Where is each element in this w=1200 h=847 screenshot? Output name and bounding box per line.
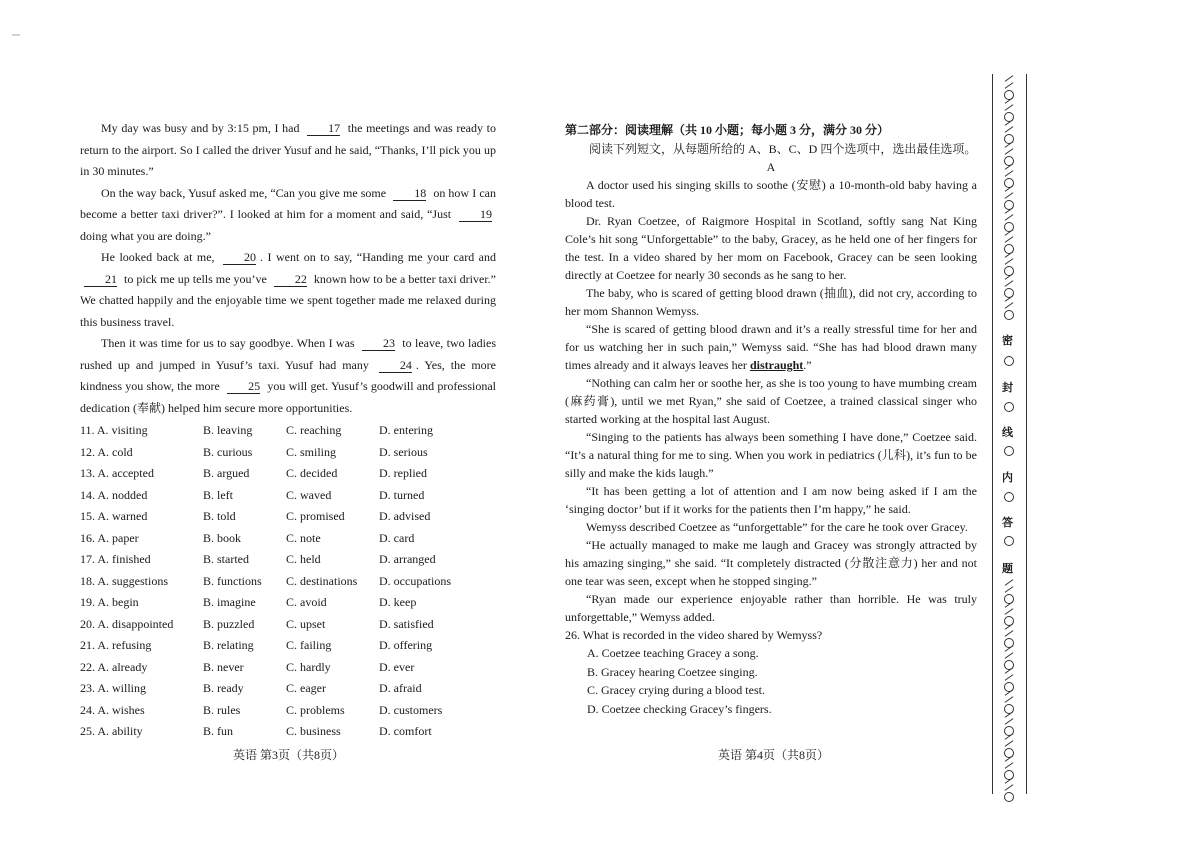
binding-circle [1004,310,1014,320]
binding-slash [1005,148,1014,155]
option-row-15: 15. A. warned B. told C. promised D. advised [80,509,431,523]
blank-19: 19 [459,208,492,222]
binding-slash [1005,236,1014,243]
binding-margin [990,74,1028,794]
question-option-a: A. Coetzee teaching Gracey a song. [587,646,759,660]
passage-label: A [766,160,776,174]
question-option-d: D. Coetzee checking Gracey’s fingers. [587,701,772,716]
passage-paragraph: “He actually managed to make me laugh and Gracey was strongly attracted by his amazing singing,” she said. “It completely distracted (分散注意力) her and not one tear was seen, except when he stopped singing.” [565,538,977,588]
passage-paragraph: Wemyss described Coetzee as “unforgettable” for the care he took over Gracey. [586,520,968,534]
binding-slash [1005,82,1014,89]
option-row-11: 11. A. visiting B. leaving C. reaching D. entering [80,423,433,437]
left-column [80,118,496,743]
binding-slash [1005,696,1014,703]
binding-seal-char: 题 [1002,563,1013,575]
binding-slash [1005,608,1014,615]
binding-slash [1005,630,1014,637]
passage-paragraph: “She is scared of getting blood drawn and it’s a really stressful time for her and for us watching her in such pain,” Wemyss said. “She has had blood drawn many times already and it always leaves her distraught.” [565,322,977,372]
instructions: 阅读下列短文，从每题所给的 A、B、C、D 四个选项中，选出最佳选项。 [589,142,977,156]
page-footer-left: 英语 第3页（共8页） [233,748,345,762]
binding-slash [1005,740,1014,747]
option-row-16: 16. A. paper B. book C. note D. card [80,530,415,545]
binding-slash [1005,258,1014,265]
binding-slash [1005,652,1014,659]
passage-paragraph: “It has been getting a lot of attention and I am now being asked if I am the ‘singing doctor’ but if it works for the patients then I’m happy,” he said. [565,484,977,516]
binding-slash [1005,579,1014,586]
binding-seal-char: 答 [1002,517,1013,529]
blank-23: 23 [362,337,395,351]
option-row-17: 17. A. finished B. started C. held D. arranged [80,552,436,566]
binding-circle [1004,402,1014,412]
blank-18: 18 [393,187,426,201]
question-option-c: C. Gracey crying during a blood test. [587,683,765,697]
option-row-21: 21. A. refusing B. relating C. failing D. offering [80,638,433,652]
blank-21: 21 [84,273,117,287]
binding-circle [1004,356,1014,366]
cloze-paragraph-4: Then it was time for us to say goodbye. When I was 23 to leave, two ladies rushed up and jumped in Yusuf’s taxi. Yusuf had many 24 . Yes, the more kindness you show, the more 25 you will get. Yusuf’s goodwill and professional dedication (奉献) helped him secure more opportunities. [80,336,497,415]
cloze-paragraph-1: My day was busy and by 3:15 pm, I had 17 the meetings and was ready to return to the airport. So I called the driver Yusuf and he said, “Thanks, I’ll pick you up in 30 minutes.” [80,121,496,178]
binding-slash [1005,718,1014,725]
binding-rule-left [992,74,993,794]
option-row-24: 24. A. wishes B. rules C. problems D. customers [80,702,443,717]
binding-seal-char: 密 [1002,335,1013,347]
binding-circle [1004,536,1014,546]
passage-paragraph: The baby, who is scared of getting blood drawn (抽血), did not cry, according to her mom Shannon Wemyss. [565,286,977,318]
question-26: 26. What is recorded in the video shared by Wemyss? [565,628,823,642]
binding-slash [1005,762,1014,769]
right-column [565,121,977,718]
option-row-18: 18. A. suggestions B. functions C. destinations D. occupations [80,573,451,588]
passage-paragraph: “Singing to the patients has always been something I have done,” Coetzee said. “It’s a natural thing for me to sing. When you work in pediatrics (儿科), it’s fun to be silly and make the kids laugh.” [565,430,977,480]
passage-paragraph: “Nothing can calm her or soothe her, as she is too young to have mumbing cream (麻药膏), until we met Ryan,” she said of Coetzee, a trained classical singer who started working at the hospital last August. [565,376,977,426]
binding-slash [1005,170,1014,177]
cloze-paragraph-3: He looked back at me, 20 . I went on to say, “Handing me your card and 21 to pick me up tells me you’ve 22 known how to be a better taxi driver.” We chatted happily and the enjoyable time we spent together made me relaxed during this business travel. [80,250,497,329]
binding-slash [1005,214,1014,221]
binding-slash [1005,302,1014,309]
binding-slash [1005,104,1014,111]
binding-slash [1005,784,1014,791]
binding-slash [1005,280,1014,287]
option-row-12: 12. A. cold B. curious C. smiling D. serious [80,444,428,459]
option-row-13: 13. A. accepted B. argued C. decided D. replied [80,466,427,480]
option-row-25: 25. A. ability B. fun C. business D. comfort [80,724,432,738]
passage-paragraph: A doctor used his singing skills to soothe (安慰) a 10-month-old baby having a blood test. [565,178,977,210]
binding-rule-right [1026,74,1027,794]
blank-17: 17 [307,122,340,136]
passage-paragraph: Dr. Ryan Coetzee, of Raigmore Hospital in Scotland, softly sang Nat King Cole’s hit song “Unforgettable” to the baby, Gracey, as he held one of her fingers for the test. In a video shared by her mom on Facebook, Gracey can be seen looking directly at Coetzee for nearly 30 seconds as he sang to her. [565,214,977,282]
blank-22: 22 [274,273,307,287]
binding-circle [1004,446,1014,456]
option-row-20: 20. A. disappointed B. puzzled C. upset D. satisfied [80,616,434,631]
cloze-paragraph-2: On the way back, Yusuf asked me, “Can you give me some 18 on how I can become a better taxi driver?”. I looked at him for a moment and said, “Just 19 doing what you are doing.” [80,185,496,243]
binding-circle [1004,492,1014,502]
blank-25: 25 [227,380,260,394]
blank-24: 24 [379,359,412,373]
binding-seal-char: 封 [1002,382,1013,394]
page-footer-right: 英语 第4页（共8页） [718,748,830,762]
option-row-14: 14. A. nodded B. left C. waved D. turned [80,487,425,502]
passage-paragraph: “Ryan made our experience enjoyable rather than horrible. He was truly unforgettable,” Wemyss added. [565,592,977,624]
question-option-b: B. Gracey hearing Coetzee singing. [587,664,758,679]
binding-seal-char: 线 [1002,427,1013,439]
binding-slash [1005,192,1014,199]
option-row-19: 19. A. begin B. imagine C. avoid D. keep [80,595,417,609]
binding-slash [1005,586,1014,593]
binding-slash [1005,126,1014,133]
binding-slash [1005,674,1014,681]
binding-circle [1004,792,1014,802]
scan-mark [12,34,20,36]
binding-slash [1005,75,1014,82]
section-title: 第二部分：阅读理解（共 10 小题；每小题 3 分，满分 30 分） [565,123,890,137]
cloze-options [80,420,496,743]
option-row-22: 22. A. already B. never C. hardly D. ever [80,659,415,674]
option-row-23: 23. A. willing B. ready C. eager D. afraid [80,681,422,695]
binding-seal-char: 内 [1002,472,1013,484]
underlined-word: distraught [749,358,804,372]
blank-20: 20 [223,251,256,265]
